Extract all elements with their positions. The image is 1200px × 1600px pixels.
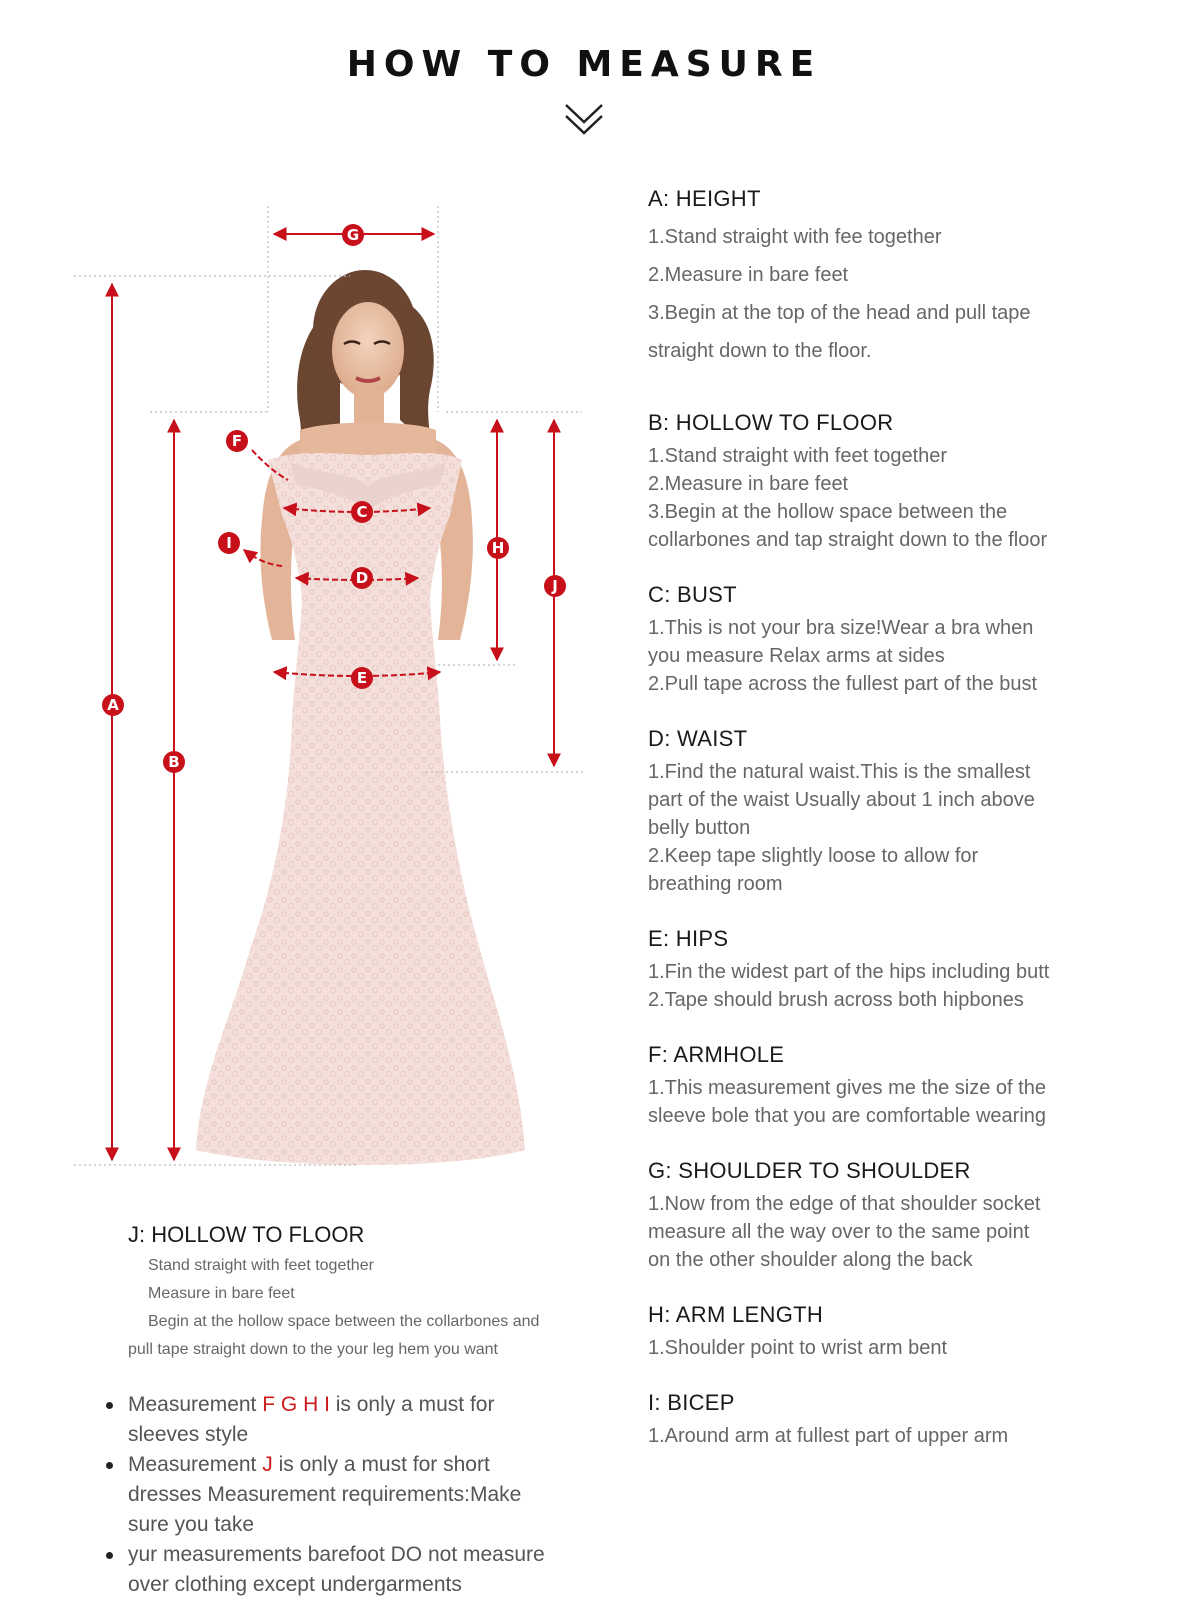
- marker-e: [351, 667, 373, 689]
- section-heading: G: SHOULDER TO SHOULDER: [648, 1158, 971, 1183]
- note-item: [104, 1540, 594, 1600]
- note-text: dresses Measurement requirements:Make: [128, 1483, 522, 1506]
- section-line: 2.Pull tape across the fullest part of the bust: [648, 673, 1038, 695]
- svg-text:D: D: [355, 569, 369, 587]
- section-line: pull tape straight down to the your leg hem you want: [128, 1341, 498, 1358]
- svg-text:G: G: [346, 226, 360, 244]
- section-line: belly button: [648, 817, 751, 839]
- section-bust: [648, 582, 1118, 698]
- section-arm-length: [648, 1302, 1118, 1362]
- marker-g: [342, 224, 364, 246]
- marker-b: [163, 751, 185, 773]
- section-line: Begin at the hollow space between the collarbones and: [148, 1313, 540, 1330]
- marker-d: [351, 567, 373, 589]
- section-hips: [648, 926, 1118, 1014]
- section-j-hollow-to-floor: [128, 1222, 598, 1364]
- section-line: sleeve bole that you are comfortable wearing: [648, 1105, 1047, 1127]
- section-line: 3.Begin at the hollow space between the: [648, 501, 1008, 523]
- svg-text:A: A: [107, 696, 119, 714]
- notes-list: [104, 1390, 594, 1600]
- svg-text:B: B: [168, 753, 180, 771]
- section-line: 1.Now from the edge of that shoulder socket: [648, 1193, 1041, 1215]
- section-heading: H: ARM LENGTH: [648, 1302, 824, 1327]
- measurement-instructions: [648, 186, 1118, 1470]
- note-text: over clothing except undergarments: [128, 1573, 462, 1596]
- note-text: is only a must for short: [272, 1453, 490, 1476]
- page-title: HOW TO MEASURE: [346, 44, 822, 85]
- section-heading: A: HEIGHT: [648, 186, 761, 211]
- section-hollow-to-floor: [648, 410, 1118, 554]
- section-heading: I: BICEP: [648, 1390, 735, 1415]
- section-line: 2.Keep tape slightly loose to allow for: [648, 845, 979, 867]
- section-line: part of the waist Usually about 1 inch above: [648, 789, 1035, 811]
- section-heading: J: HOLLOW TO FLOOR: [128, 1222, 365, 1247]
- svg-text:C: C: [356, 503, 368, 521]
- svg-text:I: I: [226, 534, 232, 552]
- note-highlight: F G H I: [262, 1393, 330, 1416]
- section-heading: F: ARMHOLE: [648, 1042, 785, 1067]
- note-item: [104, 1390, 594, 1450]
- double-chevron-down-icon: [564, 102, 604, 138]
- svg-text:J: J: [552, 577, 558, 595]
- section-waist: [648, 726, 1118, 898]
- section-height: [648, 186, 1118, 370]
- marker-i: [218, 532, 240, 554]
- svg-text:H: H: [491, 539, 505, 557]
- section-line: 2.Tape should brush across both hipbones: [648, 989, 1024, 1011]
- model-dress: [196, 453, 525, 1165]
- svg-text:F: F: [231, 432, 243, 450]
- marker-c: [351, 501, 373, 523]
- section-heading: C: BUST: [648, 582, 737, 607]
- marker-j: [544, 575, 566, 597]
- note-highlight: J: [262, 1453, 273, 1476]
- section-line: collarbones and tap straight down to the floor: [648, 529, 1048, 551]
- section-line: 2.Measure in bare feet: [648, 264, 849, 286]
- svg-text:E: E: [356, 669, 368, 687]
- section-line: 2.Measure in bare feet: [648, 473, 849, 495]
- section-line: you measure Relax arms at sides: [648, 645, 945, 667]
- section-line: on the other shoulder along the back: [648, 1249, 973, 1271]
- marker-f: [226, 430, 248, 452]
- section-line: 1.Shoulder point to wrist arm bent: [648, 1337, 948, 1359]
- section-line: 1.Stand straight with fee together: [648, 226, 942, 248]
- section-line: Stand straight with feet together: [148, 1257, 374, 1274]
- note-text: yur measurements barefoot DO not measure: [128, 1543, 545, 1566]
- section-line: straight down to the floor.: [648, 340, 872, 362]
- section-shoulder: [648, 1158, 1118, 1274]
- note-text: is only a must for: [329, 1393, 495, 1416]
- note-text: Measurement: [128, 1393, 263, 1416]
- section-line: 1.Fin the widest part of the hips including butt: [648, 961, 1050, 983]
- section-bicep: [648, 1390, 1118, 1450]
- marker-a: [102, 694, 124, 716]
- section-armhole: [648, 1042, 1118, 1130]
- section-heading: E: HIPS: [648, 926, 729, 951]
- note-text: Measurement: [128, 1453, 263, 1476]
- section-line: 1.Stand straight with feet together: [648, 445, 948, 467]
- section-line: Measure in bare feet: [148, 1285, 295, 1302]
- section-line: 1.This is not your bra size!Wear a bra when: [648, 617, 1034, 639]
- section-heading: B: HOLLOW TO FLOOR: [648, 410, 894, 435]
- section-line: 3.Begin at the top of the head and pull tape: [648, 302, 1031, 324]
- section-heading: D: WAIST: [648, 726, 748, 751]
- section-line: 1.Find the natural waist.This is the smallest: [648, 761, 1031, 783]
- section-line: 1.This measurement gives me the size of the: [648, 1077, 1046, 1099]
- model-face: [332, 302, 404, 434]
- measurement-diagram: [0, 190, 620, 1190]
- note-item: [104, 1450, 594, 1540]
- note-text: sleeves style: [128, 1423, 249, 1446]
- marker-h: [487, 537, 509, 559]
- note-text: sure you take: [128, 1513, 255, 1536]
- section-line: breathing room: [648, 873, 783, 895]
- section-line: measure all the way over to the same point: [648, 1221, 1030, 1243]
- section-line: 1.Around arm at fullest part of upper arm: [648, 1425, 1009, 1447]
